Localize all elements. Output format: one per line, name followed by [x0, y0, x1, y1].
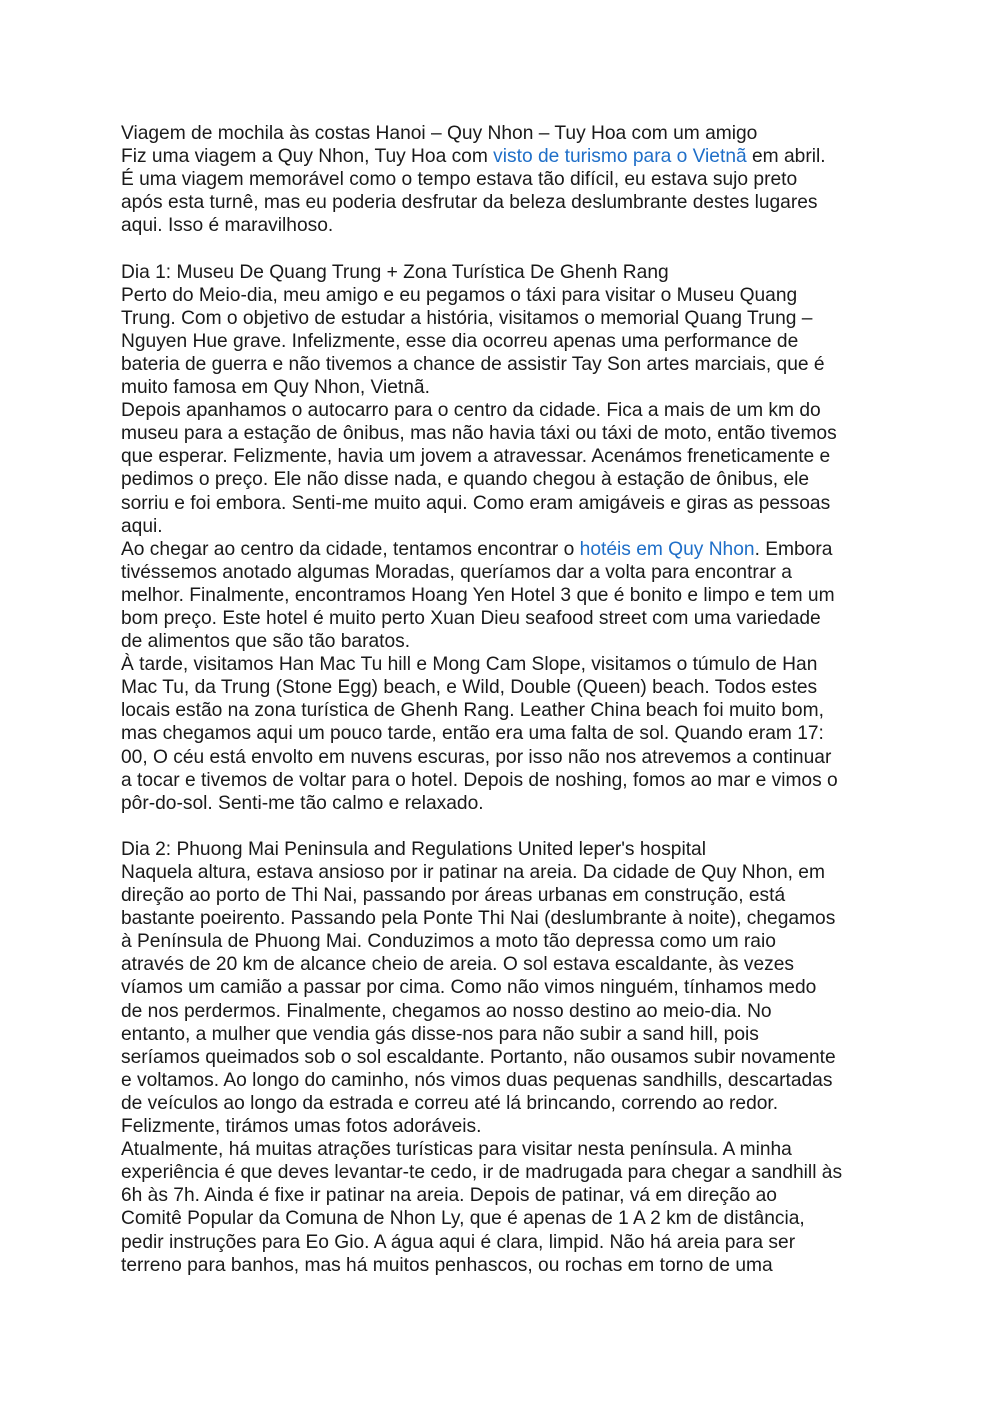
paragraph-text: Ao chegar ao centro da cidade, tentamos encontrar o [121, 538, 580, 560]
text-line: de nos perdermos. Finalmente, chegamos ao nosso destino ao meio-dia. No [121, 1000, 772, 1022]
text-line: melhor. Finalmente, encontramos Hoang Yen Hotel 3 que é bonito e limpo e tem um [121, 584, 835, 606]
text-line: de veículos ao longo da estrada e correu até lá brincando, correndo ao redor. [121, 1092, 779, 1114]
text-line: sorriu e foi embora. Senti-me muito aqui. Como eram amigáveis e giras as pessoas [121, 492, 831, 514]
text-line: a tocar e tivemos de voltar para o hotel. Depois de noshing, fomos ao mar e vimos o [121, 769, 838, 791]
intro-line [121, 145, 901, 168]
text-line: 6h às 7h. Ainda é fixe ir patinar na areia. Depois de patinar, vá em direção ao [121, 1185, 777, 1207]
text-line: mas chegamos aqui um pouco tarde, então era uma falta de sol. Quando eram 17: [121, 723, 824, 745]
document-page [121, 122, 901, 1277]
text-line: Atualmente, há muitas atrações turísticas para visitar nesta península. A minha [121, 1139, 792, 1161]
text-line: Depois apanhamos o autocarro para o centro da cidade. Fica a mais de um km do [121, 400, 821, 422]
text-line: pedir instruções para Eo Gio. A água aqui é clara, limpid. Não há areia para ser [121, 1231, 796, 1253]
text-line: experiência é que deves levantar-te cedo, ir de madrugada para chegar a sandhill às [121, 1162, 843, 1184]
text-line: Mac Tu, da Trung (Stone Egg) beach, e Wild, Double (Queen) beach. Todos estes [121, 677, 818, 699]
text-line: Naquela altura, estava ansioso por ir patinar na areia. Da cidade de Quy Nhon, em [121, 862, 825, 883]
day2-heading: Dia 2: Phuong Mai Peninsula and Regulations United leper's hospital [121, 838, 706, 860]
intro-line: aqui. Isso é maravilhoso. [121, 215, 334, 237]
text-line: à Península de Phuong Mai. Conduzimos a moto tão depressa como um raio [121, 931, 776, 953]
text-line: que esperar. Felizmente, havia um jovem a atravessar. Acenámos freneticamente e [121, 446, 831, 468]
text-line: víamos um camião a passar por cima. Como não vimos ninguém, tínhamos medo [121, 977, 817, 999]
intro-text: em abril. [746, 146, 826, 168]
tourist-visa-link[interactable]: visto de turismo para o Vietnã [493, 146, 747, 168]
text-line: muito famosa em Quy Nhon, Vietnã. [121, 377, 430, 399]
text-line: e voltamos. Ao longo do caminho, nós vimos duas pequenas sandhills, descartadas [121, 1069, 833, 1091]
text-line: bateria de guerra e não tivemos a chance de assistir Tay Son artes marciais, que é [121, 353, 825, 375]
intro-text: Fiz uma viagem a Quy Nhon, Tuy Hoa com [121, 146, 494, 168]
paragraph-text: . Embora [754, 538, 833, 560]
text-line: Felizmente, tirámos umas fotos adoráveis. [121, 1116, 482, 1138]
text-line: aqui. [121, 515, 163, 537]
text-line: tivéssemos anotado algumas Moradas, queríamos dar a volta para encontrar a [121, 561, 792, 583]
text-line: bom preço. Este hotel é muito perto Xuan Dieu seafood street com uma variedade [121, 607, 821, 629]
text-line: 00, O céu está envolto em nuvens escuras, por isso não nos atrevemos a continuar [121, 746, 832, 768]
text-line [121, 538, 901, 561]
text-line: Trung. Com o objetivo de estudar a história, visitamos o memorial Quang Trung – [121, 307, 813, 329]
text-line: entanto, a mulher que vendia gás disse-nos para não subir a sand hill, pois [121, 1023, 759, 1045]
text-line: direção ao porto de Thi Nai, passando por áreas urbanas em construção, está [121, 885, 786, 907]
text-line: de alimentos que são tão baratos. [121, 631, 411, 653]
text-line: locais estão na zona turística de Ghenh Rang. Leather China beach foi muito bom, [121, 700, 824, 722]
paragraph-gap [121, 815, 901, 838]
text-line: Nguyen Hue grave. Infelizmente, esse dia ocorreu apenas uma performance de [121, 330, 799, 352]
text-line: através de 20 km de alcance cheio de areia. O sol estava escaldante, às vezes [121, 954, 795, 976]
text-line: bastante poeirento. Passando pela Ponte Thi Nai (deslumbrante à noite), chegamos [121, 908, 836, 930]
text-line: Comitê Popular da Comuna de Nhon Ly, que é apenas de 1 A 2 km de distância, [121, 1208, 805, 1230]
intro-line: após esta turnê, mas eu poderia desfrutar da beleza deslumbrante destes lugares [121, 192, 818, 214]
text-line: terreno para banhos, mas há muitos penhascos, ou rochas em torno de uma [121, 1254, 773, 1276]
document-title: Viagem de mochila às costas Hanoi – Quy Nhon – Tuy Hoa com um amigo [121, 123, 758, 144]
text-line: seríamos queimados sob o sol escaldante. Portanto, não ousamos subir novamente [121, 1046, 836, 1068]
quy-nhon-hotels-link[interactable]: hotéis em Quy Nhon [579, 538, 755, 560]
text-line: pôr-do-sol. Senti-me tão calmo e relaxado. [121, 792, 484, 814]
text-line: museu para a estação de ônibus, mas não havia táxi ou táxi de moto, então tivemos [121, 423, 837, 445]
text-line: pedimos o preço. Ele não disse nada, e quando chegou à estação de ônibus, ele [121, 469, 810, 491]
intro-line: É uma viagem memorável como o tempo estava tão difícil, eu estava sujo preto [121, 169, 798, 191]
paragraph-gap [121, 237, 901, 260]
text-line: À tarde, visitamos Han Mac Tu hill e Mong Cam Slope, visitamos o túmulo de Han [121, 654, 818, 676]
text-line: Perto do Meio-dia, meu amigo e eu pegamos o táxi para visitar o Museu Quang [121, 284, 798, 306]
day1-heading: Dia 1: Museu De Quang Trung + Zona Turística De Ghenh Rang [121, 261, 669, 283]
